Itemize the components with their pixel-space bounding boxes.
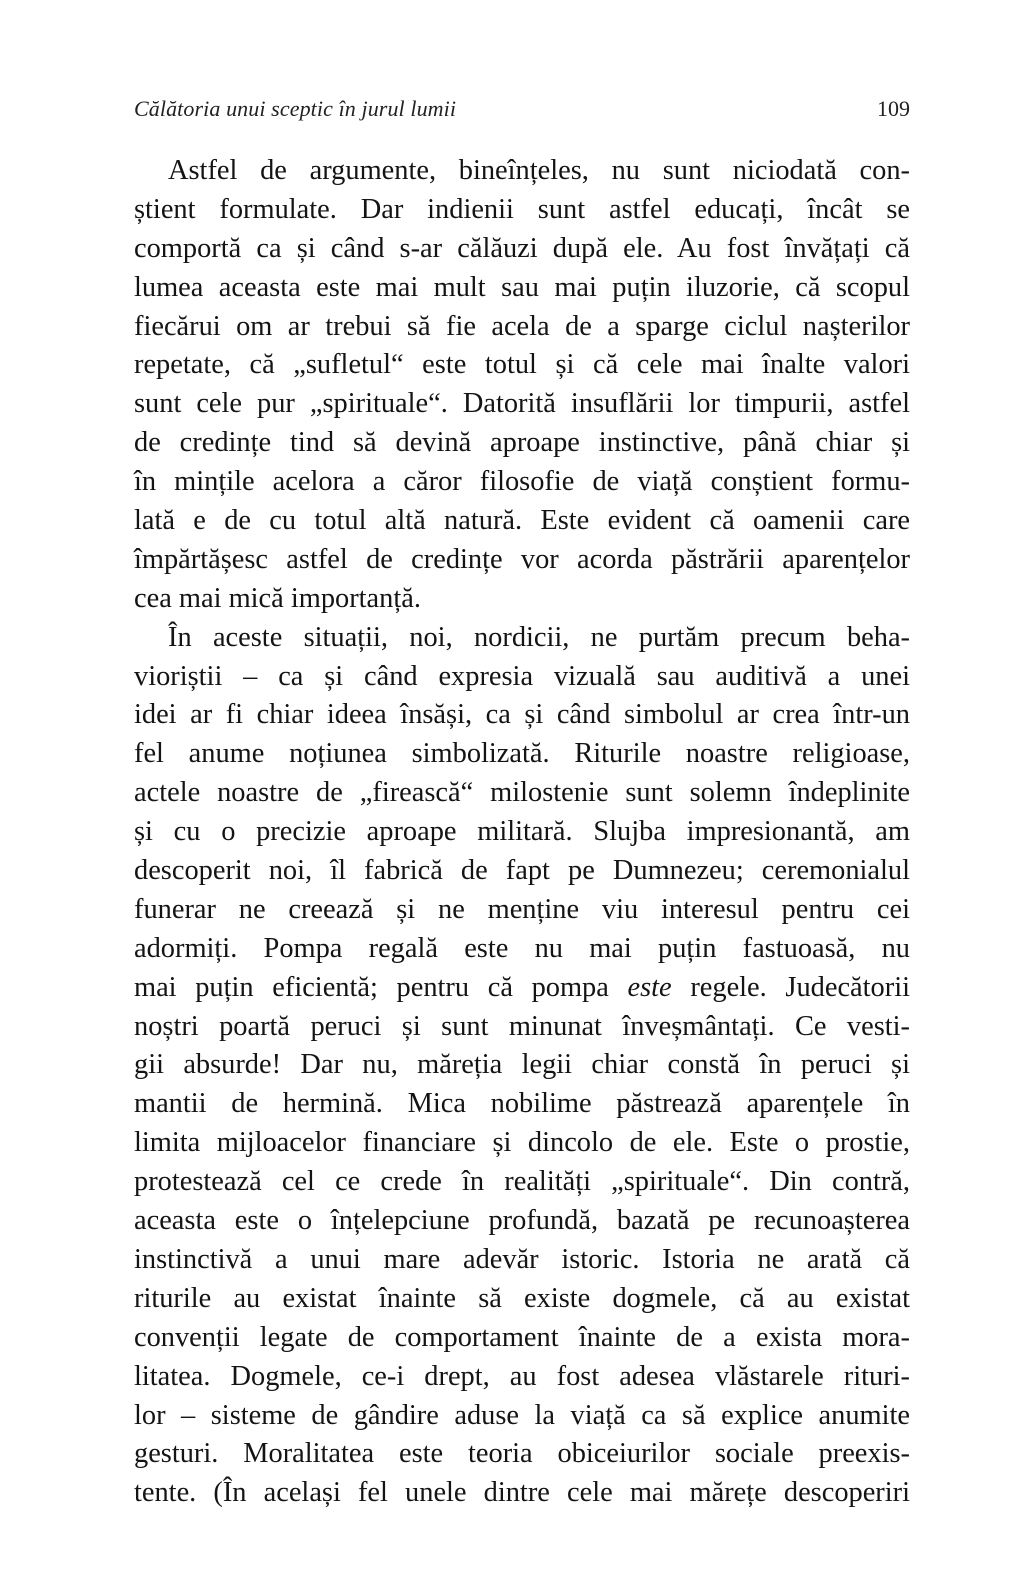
paragraph-2-line: instinctivă a unui mare adevăr istoric. Istoria ne arată că: [134, 1243, 910, 1275]
paragraph-2-line: aceasta este o înțelepciune profundă, bazată pe recunoașterea: [134, 1205, 910, 1237]
running-header: [134, 96, 910, 126]
emphasis-word: este: [627, 971, 672, 1003]
paragraph-2-line: adormiți. Pompa regală este nu mai puțin fastuoasă, nu: [134, 932, 910, 964]
running-title: Călătoria unui sceptic în jurul lumii: [134, 96, 457, 121]
paragraph-2-line: mantii de hermină. Mica nobilime păstrează aparențele în: [134, 1088, 910, 1120]
paragraph-2-line: În aceste situații, noi, nordicii, ne purtăm precum beha-: [168, 621, 910, 653]
paragraph-1-line: comportă ca și când s-ar călăuzi după ele. Au fost învățați că: [134, 232, 910, 264]
paragraph-2-line: și cu o precizie aproape militară. Slujba impresionantă, am: [134, 816, 910, 848]
paragraph-1-line: împărtășesc astfel de credințe vor acorda păstrării aparențelor: [134, 543, 910, 575]
paragraph-1-line: știent formulate. Dar indienii sunt astfel educați, încât se: [134, 193, 910, 225]
paragraph-2-line: riturile au existat înainte să existe dogmele, că au existat: [134, 1282, 910, 1314]
line-tail: regele. Judecătorii: [671, 971, 910, 1003]
paragraph-2-line: fel anume noțiunea simbolizată. Riturile noastre religioase,: [134, 738, 910, 770]
paragraph-1-line: lată e de cu totul altă natură. Este evident că oamenii care: [134, 505, 910, 537]
paragraph-2-line: noștri poartă peruci și sunt minunat înveșmântați. Ce vesti-: [134, 1010, 910, 1042]
paragraph-2-line: descoperit noi, îl fabrică de fapt pe Dumnezeu; ceremonialul: [134, 855, 910, 887]
paragraph-1-line: repetate, că „sufletul“ este totul și că cele mai înalte valori: [134, 349, 910, 381]
paragraph-1-line: Astfel de argumente, bineînțeles, nu sunt niciodată con-: [168, 155, 910, 186]
paragraph-2-line: funerar ne creează și ne menține viu interesul pentru cei: [134, 893, 910, 925]
line-head: mai puțin eficientă; pentru că pompa: [134, 971, 628, 1003]
paragraph-2-line: limita mijloacelor financiare și dincolo de ele. Este o prostie,: [134, 1127, 910, 1159]
paragraph-2-line: litatea. Dogmele, ce-i drept, au fost adesea vlăstarele rituri-: [134, 1360, 910, 1392]
paragraph-1-line: lumea aceasta este mai mult sau mai puțin iluzorie, că scopul: [134, 271, 910, 303]
paragraph-2-line: convenții legate de comportament înainte de a exista mora-: [134, 1321, 910, 1353]
page-number: 109: [877, 96, 910, 121]
paragraph-2-line: lor – sisteme de gândire aduse la viață ca să explice anumite: [134, 1399, 910, 1431]
paragraph-1-line: în mințile acelora a căror filosofie de viață conștient formu-: [134, 466, 910, 498]
paragraph-2-line: protestează cel ce crede în realități „spirituale“. Din contră,: [134, 1166, 910, 1198]
paragraph-1-line: fiecărui om ar trebui să fie acela de a sparge ciclul nașterilor: [134, 310, 910, 342]
paragraph-2-line: actele noastre de „firească“ milostenie sunt solemn îndeplinite: [134, 777, 910, 809]
body-text: [134, 152, 910, 1513]
paragraph-1-line: sunt cele pur „spirituale“. Datorită insuflării lor timpurii, astfel: [134, 388, 910, 420]
paragraph-1-line: cea mai mică importanță.: [134, 582, 421, 614]
paragraph-2-line-with-emphasis: [134, 969, 910, 1008]
paragraph-2-line: gii absurde! Dar nu, măreția legii chiar constă în peruci și: [134, 1049, 910, 1081]
paragraph-2-line: vioriștii – ca și când expresia vizuală sau auditivă a unei: [134, 660, 910, 692]
paragraph-1-line: de credințe tind să devină aproape instinctive, până chiar și: [134, 427, 910, 459]
paragraph-2-line: tente. (În același fel unele dintre cele mai mărețe descoperiri: [134, 1477, 910, 1509]
paragraph-2-line: idei ar fi chiar ideea însăși, ca și când simbolul ar crea într-un: [134, 699, 910, 731]
paragraph-2-line: gesturi. Moralitatea este teoria obiceiurilor sociale preexis-: [134, 1438, 910, 1470]
